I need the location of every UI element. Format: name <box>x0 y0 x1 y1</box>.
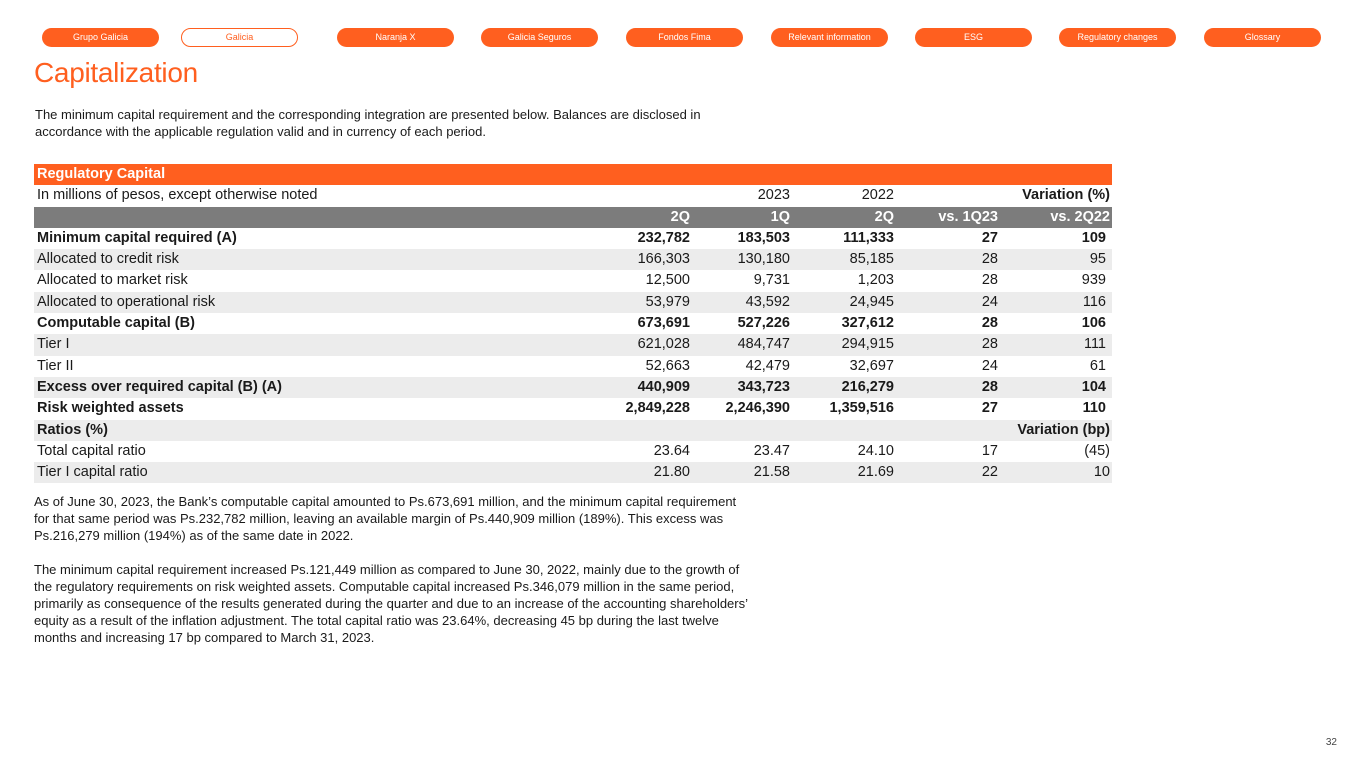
variation-bp-label: Variation (bp) <box>1017 421 1110 438</box>
cell: 484,747 <box>737 336 790 353</box>
column-header: vs. 1Q23 <box>938 208 998 225</box>
row-label: Minimum capital required (A) <box>37 229 237 246</box>
cell: 61 <box>1089 357 1106 374</box>
cell: 216,279 <box>841 378 894 395</box>
cell: 43,592 <box>745 293 790 310</box>
cell: 24.10 <box>857 442 894 459</box>
ratios-header-row <box>34 420 1112 441</box>
cell: 111,333 <box>843 229 894 246</box>
notes-paragraph-1: As of June 30, 2023, the Bank’s computable capital amounted to Ps.673,691 million, and the minimum capital requirement for that same period was Ps.232,782 million, leaving an available margin of Ps.440,909 million (189%). This excess was Ps.216,279 million (194%) as of the same date in 2022. <box>34 494 737 543</box>
cell: 2,246,390 <box>725 400 790 417</box>
cell: 166,303 <box>637 251 690 268</box>
cell: 104 <box>1081 378 1106 395</box>
row-label: Total capital ratio <box>37 442 146 459</box>
cell: 294,915 <box>841 336 894 353</box>
notes-section <box>34 493 754 663</box>
row-label: Tier II <box>37 357 74 374</box>
cell: 24 <box>981 293 998 310</box>
cell: 23.47 <box>753 442 790 459</box>
nav-tab-relevant-information[interactable]: Relevant information <box>771 28 888 47</box>
cell: 12,500 <box>645 272 690 289</box>
nav-tab-esg[interactable]: ESG <box>915 28 1032 47</box>
table-column-header <box>34 207 1112 228</box>
cell: 109 <box>1081 229 1106 246</box>
table-row <box>34 441 1112 462</box>
cell: 52,663 <box>645 357 690 374</box>
cell: 106 <box>1081 315 1106 332</box>
regulatory-capital-table <box>34 164 1112 483</box>
table-row <box>34 398 1112 419</box>
section-title: Regulatory Capital <box>37 166 166 182</box>
row-label: Computable capital (B) <box>37 315 195 332</box>
cell: 111 <box>1083 336 1106 353</box>
cell: 27 <box>981 229 998 246</box>
nav-tab-naranja-x[interactable]: Naranja X <box>337 28 454 47</box>
nav-tab-galicia[interactable]: Galicia <box>181 28 298 47</box>
table-section-header <box>34 164 1112 185</box>
cell: 130,180 <box>737 251 790 268</box>
units-label: In millions of pesos, except otherwise noted <box>37 187 318 204</box>
cell: 327,612 <box>841 315 894 332</box>
cell: 95 <box>1089 251 1106 268</box>
column-header: 1Q <box>770 208 790 225</box>
page-title: Capitalization <box>34 57 198 88</box>
cell: 9,731 <box>753 272 790 289</box>
cell: 10 <box>1093 464 1110 481</box>
cell: 24,945 <box>849 293 894 310</box>
cell: 621,028 <box>637 336 690 353</box>
cell: 28 <box>981 251 998 268</box>
table-row <box>34 270 1112 291</box>
cell: 53,979 <box>645 293 690 310</box>
table-year-header <box>34 185 1112 206</box>
cell: 27 <box>981 400 998 417</box>
cell: 21.58 <box>753 464 790 481</box>
year-2022-label: 2022 <box>861 187 894 204</box>
cell: 440,909 <box>637 378 690 395</box>
cell: 21.69 <box>857 464 894 481</box>
cell: 1,359,516 <box>829 400 894 417</box>
column-header: vs. 2Q22 <box>1050 208 1110 225</box>
cell: 28 <box>981 315 998 332</box>
notes-paragraph-2: The minimum capital requirement increased Ps.121,449 million as compared to June 30, 2022, mainly due to the growth of the regulatory requirements on risk weighted assets. Computable capital increased Ps.346,079 million in the same period, primarily as consequence of the results generated during the quarter and due to an increase of the accounting shareholders’ equity as a result of the inflation adjustment. The total capital ratio was 23.64%, decreasing 45 bp during the last twelve months and increasing 17 bp compared to March 31, 2023. <box>34 562 748 645</box>
column-header: 2Q <box>874 208 894 225</box>
nav-tab-galicia-seguros[interactable]: Galicia Seguros <box>481 28 598 47</box>
nav-tab-fondos-fima[interactable]: Fondos Fima <box>626 28 743 47</box>
table-row <box>34 462 1112 483</box>
table-row <box>34 292 1112 313</box>
variation-pct-label: Variation (%) <box>1022 187 1110 204</box>
intro-paragraph: The minimum capital requirement and the corresponding integration are presented below. Balances are disclosed in accordance with the applicable regulation valid and in currency of each period. <box>35 107 701 139</box>
nav-tab-regulatory-changes[interactable]: Regulatory changes <box>1059 28 1176 47</box>
table-row <box>34 249 1112 270</box>
cell: 17 <box>981 442 998 459</box>
cell: 24 <box>981 357 998 374</box>
ratios-title: Ratios (%) <box>37 421 108 438</box>
table-row <box>34 228 1112 249</box>
cell: 116 <box>1082 293 1106 310</box>
cell: 527,226 <box>737 315 790 332</box>
cell: 42,479 <box>745 357 790 374</box>
row-label: Tier I <box>37 336 70 353</box>
cell: 21.80 <box>653 464 690 481</box>
table-row <box>34 356 1112 377</box>
top-navigation <box>42 28 1321 47</box>
cell: 85,185 <box>849 251 894 268</box>
nav-tab-glossary[interactable]: Glossary <box>1204 28 1321 47</box>
cell: 1,203 <box>857 272 894 289</box>
cell: 32,697 <box>849 357 894 374</box>
cell: 232,782 <box>637 229 690 246</box>
cell: 2,849,228 <box>625 400 690 417</box>
row-label: Excess over required capital (B) (A) <box>37 378 282 395</box>
row-label: Allocated to credit risk <box>37 251 179 268</box>
cell: 28 <box>981 336 998 353</box>
column-header: 2Q <box>670 208 690 225</box>
cell: 23.64 <box>653 442 690 459</box>
table-row <box>34 313 1112 334</box>
cell: 110 <box>1082 400 1106 417</box>
table-row <box>34 334 1112 355</box>
cell: 939 <box>1081 272 1106 289</box>
cell: 183,503 <box>737 229 790 246</box>
year-2023-label: 2023 <box>757 187 790 204</box>
nav-tab-grupo-galicia[interactable]: Grupo Galicia <box>42 28 159 47</box>
cell: 28 <box>981 272 998 289</box>
row-label: Allocated to market risk <box>37 272 188 289</box>
cell: (45) <box>1084 442 1110 459</box>
row-label: Tier I capital ratio <box>37 464 148 481</box>
cell: 343,723 <box>737 378 790 395</box>
table-row <box>34 377 1112 398</box>
page-number: 32 <box>1325 737 1337 748</box>
row-label: Allocated to operational risk <box>37 293 216 310</box>
cell: 22 <box>981 464 998 481</box>
cell: 28 <box>981 378 998 395</box>
row-label: Risk weighted assets <box>37 400 184 417</box>
cell: 673,691 <box>637 315 690 332</box>
